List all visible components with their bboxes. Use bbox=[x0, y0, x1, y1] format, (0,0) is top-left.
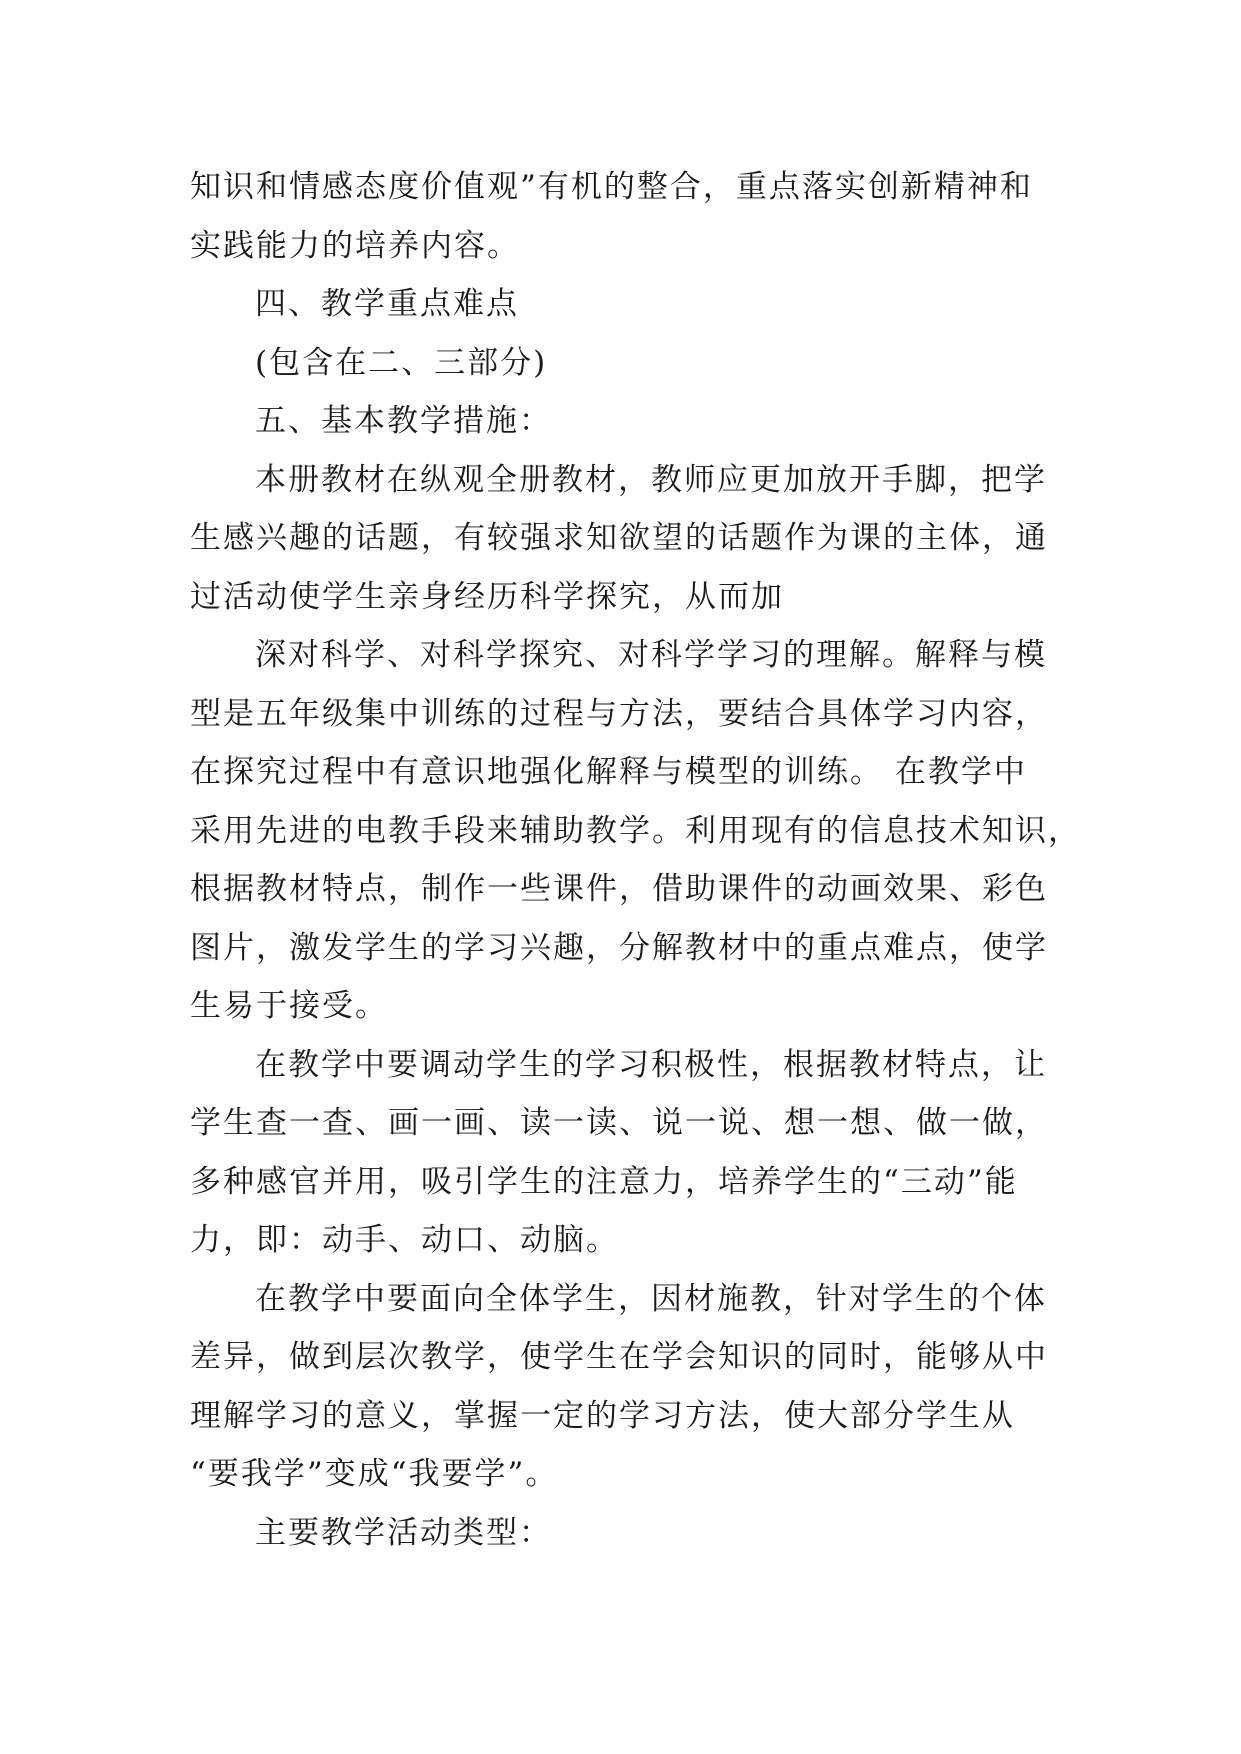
text-line: 型是五年级集中训练的过程与方法，要结合具体学习内容， bbox=[190, 695, 1048, 732]
text-line: 学生查一查、画一画、读一读、说一说、想一想、做一做， bbox=[190, 1105, 1048, 1141]
text-line: 在教学中要面向全体学生，因材施教，针对学生的个体 bbox=[255, 1280, 1047, 1317]
text-line: 多种感官并用，吸引学生的注意力，培养学生的“三动”能 bbox=[190, 1163, 1018, 1200]
text-line: 知识和情感态度价值观”有机的整合，重点落实创新精神和 bbox=[190, 169, 1033, 205]
text-line: 生感兴趣的话题，有较强求知欲望的话题作为课的主体，通 bbox=[190, 520, 1048, 556]
document-body bbox=[190, 158, 1081, 1562]
text-line: 本册教材在纵观全册教材，教师应更加放开手脚，把学 bbox=[255, 461, 1047, 498]
text-line: 过活动使学生亲身经历科学探究，从而加 bbox=[190, 578, 784, 615]
text-line: 根据教材特点，制作一些课件，借助课件的动画效果、彩色 bbox=[190, 871, 1048, 907]
text-line: 五、基本教学措施： bbox=[255, 403, 552, 439]
text-line: 理解学习的意义，掌握一定的学习方法，使大部分学生从 bbox=[190, 1397, 1015, 1434]
text-line: (包含在二、三部分) bbox=[255, 344, 548, 381]
text-line: 四、教学重点难点 bbox=[255, 286, 519, 322]
text-line: 差异，做到层次教学，使学生在学会知识的同时，能够从中 bbox=[190, 1339, 1048, 1375]
text-line: 力，即：动手、动口、动脑。 bbox=[190, 1222, 619, 1258]
text-line: 采用先进的电教手段来辅助教学。利用现有的信息技术知识， bbox=[190, 812, 1081, 849]
text-line: 主要教学活动类型： bbox=[255, 1514, 552, 1551]
text-line: 生易于接受。 bbox=[190, 988, 388, 1024]
text-line: 实践能力的培养内容。 bbox=[190, 227, 520, 264]
text-line: “要我学”变成“我要学”。 bbox=[190, 1456, 559, 1492]
text-line: 在探究过程中有意识地强化解释与模型的训练。 在教学中 bbox=[190, 754, 1027, 790]
text-line: 图片，激发学生的学习兴趣，分解教材中的重点难点，使学 bbox=[190, 929, 1048, 966]
text-line: 在教学中要调动学生的学习积极性，根据教材特点，让 bbox=[255, 1046, 1047, 1083]
text-line: 深对科学、对科学探究、对科学学习的理解。解释与模 bbox=[255, 637, 1047, 673]
